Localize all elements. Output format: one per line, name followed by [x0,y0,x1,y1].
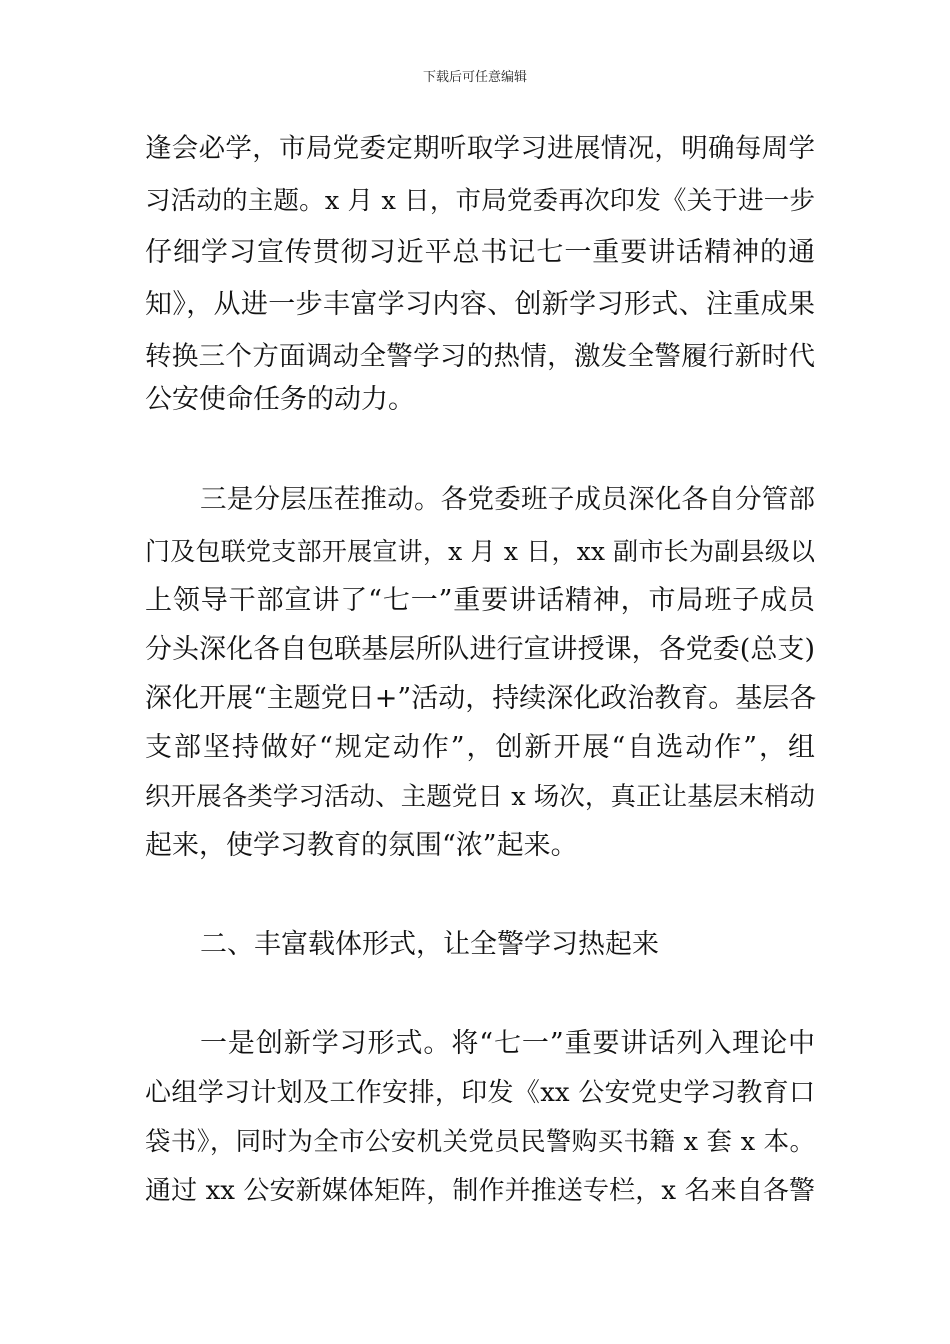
paragraph-1-line-4: 知》，从进一步丰富学习内容、创新学习形式、注重成果 [145,289,815,320]
paragraph-2-line-2: 门及包联党支部开展宣讲，x 月 x 日，xx 副市长为副县级以 [145,537,815,566]
paragraph-3-line-4: 通过 xx 公安新媒体矩阵，制作并推送专栏，x 名来自各警 [145,1176,815,1206]
paragraph-2-line-4: 分头深化各自包联基层所队进行宣讲授课，各党委(总支) [145,634,815,665]
paragraph-2-line-5: 深化开展“主题党日+”活动，持续深化政治教育。基层各 [145,683,817,714]
paragraph-1-line-6: 公安使命任务的动力。 [145,384,415,415]
paragraph-2-line-6: 支部坚持做好“规定动作”，创新开展“自选动作”，组 [145,732,815,763]
paragraph-1-line-5: 转换三个方面调动全警学习的热情，激发全警履行新时代 [145,341,815,372]
paragraph-1-line-2: 习活动的主题。x 月 x 日，市局党委再次印发《关于进一步 [145,186,815,216]
paragraph-2-line-3: 上领导干部宣讲了“七一”重要讲话精神，市局班子成员 [145,585,815,616]
paragraph-2-line-1: 三是分层压茬推动。各党委班子成员深化各自分管部 [200,484,815,515]
paragraph-2-line-7: 织开展各类学习活动、主题党日 x 场次，真正让基层末梢动 [145,782,815,812]
paragraph-3-line-1: 一是创新学习形式。将“七一”重要讲话列入理论中 [200,1028,815,1059]
paragraph-1-line-3: 仔细学习宣传贯彻习近平总书记七一重要讲话精神的通 [145,237,815,268]
paragraph-2-line-8: 起来，使学习教育的氛围“浓”起来。 [145,830,578,861]
paragraph-1-line-1: 逢会必学，市局党委定期听取学习进展情况，明确每周学 [145,133,815,164]
section-heading: 二、丰富载体形式，让全警学习热起来 [200,929,659,960]
paragraph-3-line-2: 心组学习计划及工作安排，印发《xx 公安党史学习教育口 [145,1078,815,1108]
paragraph-3-line-3: 袋书》，同时为全市公安机关党员民警购买书籍 x 套 x 本。 [145,1127,815,1157]
page-header: 下载后可任意编辑 [422,70,527,85]
